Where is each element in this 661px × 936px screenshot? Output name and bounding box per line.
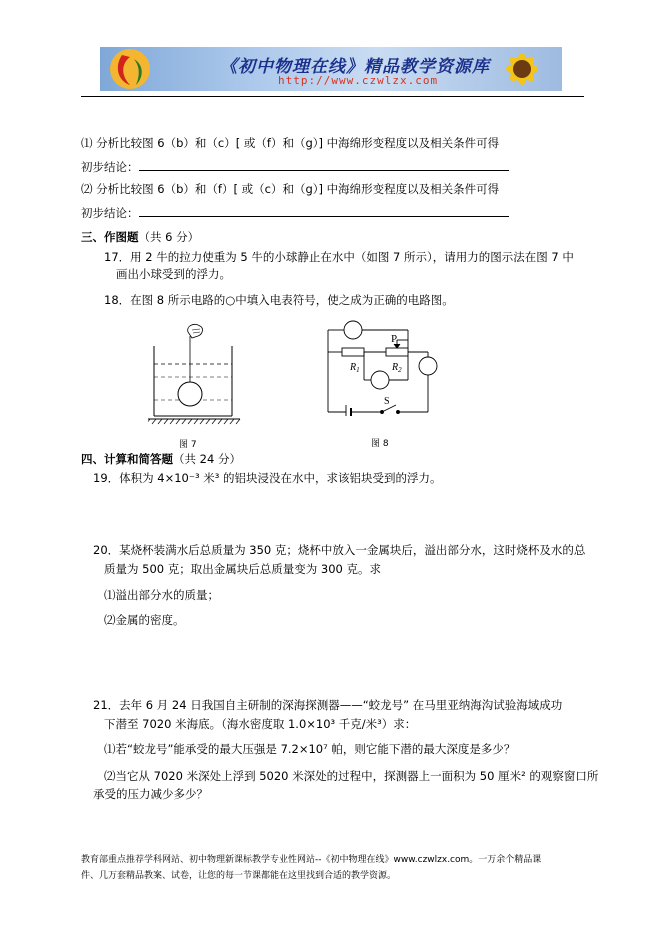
question-18-text: 18．在图 8 所示电路的○中填入电表符号，使之成为正确的电路图。 xyxy=(104,293,454,307)
conclusion-2-row xyxy=(81,205,509,221)
question-2-text: ⑵ 分析比较图 6（b）和（f）[ 或（c）和（g）] 中海绵形变程度以及相关条件可得 xyxy=(81,182,500,196)
question-20-sub-2: ⑵金属的密度。 xyxy=(104,613,185,627)
section-3-heading: 三、作图题（共 6 分） xyxy=(81,230,200,244)
figure-7-caption: 图 7 xyxy=(179,440,197,450)
slider-label: P xyxy=(391,333,398,345)
question-17-line-2: 画出小球受到的浮力。 xyxy=(116,267,231,281)
logo-icon xyxy=(100,47,170,91)
switch-label: S xyxy=(384,396,390,407)
resistor-2-label: $R_2$ xyxy=(392,362,402,374)
site-url[interactable]: http://www.czwlzx.com xyxy=(278,74,439,87)
figure-8-caption: 图 8 xyxy=(371,439,389,449)
conclusion-2-blank[interactable] xyxy=(139,206,509,217)
header-rule xyxy=(81,96,584,97)
site-title: 《初中物理在线》精品教学资源库 xyxy=(220,57,490,77)
conclusion-2-label: 初步结论： xyxy=(81,206,139,220)
figure-7-diagram xyxy=(148,318,243,428)
question-1-text: ⑴ 分析比较图 6（b）和（c）[ 或（f）和（g）] 中海绵形变程度以及相关条件可得 xyxy=(81,136,500,150)
header-banner[interactable] xyxy=(100,47,562,91)
question-20-sub-1: ⑴溢出部分水的质量； xyxy=(104,588,219,602)
footer-line-2: 件、几万套精品教案、试卷，让您的每一节课都能在这里找到合适的教学资源。 xyxy=(81,871,397,881)
conclusion-1-row xyxy=(81,159,509,175)
figure-8-circuit xyxy=(320,316,445,416)
footer xyxy=(81,852,591,884)
question-21-sub-1: ⑴若“蛟龙号”能承受的最大压强是 7.2×10⁷ 帕，则它能下潜的最大深度是多少？ xyxy=(104,742,516,756)
question-20-line-1: 20．某烧杯装满水后总质量为 350 克；烧杯中放入一金属块后，溢出部分水，这时烧杯及水的总 xyxy=(93,543,586,557)
question-21-sub-2-line-2: 承受的压力减少多少？ xyxy=(93,787,208,801)
section-4-heading: 四、计算和简答题（共 24 分） xyxy=(81,452,241,466)
conclusion-1-label: 初步结论： xyxy=(81,160,139,174)
conclusion-1-blank[interactable] xyxy=(139,160,509,171)
question-19-text: 19．体积为 4×10⁻³ 米³ 的铝块浸没在水中，求该铝块受到的浮力。 xyxy=(93,471,442,485)
question-21-sub-2-line-1: ⑵当它从 7020 米深处上浮到 5020 米深处的过程中，探测器上一面积为 50 厘米² 的观察窗口所 xyxy=(104,769,599,783)
question-20-line-2: 质量为 500 克；取出金属块后总质量变为 300 克。求 xyxy=(104,562,382,576)
resistor-1-label: $R_1$ xyxy=(350,362,360,374)
question-21-line-1: 21．去年 6 月 24 日我国自主研制的深海探测器——“蛟龙号” 在马里亚纳海沟试验海域成功 xyxy=(93,698,563,712)
footer-line-1[interactable]: 教育部重点推荐学科网站、初中物理新课标教学专业性网站--《初中物理在线》www.czwlzx.com。一万余个精品课 xyxy=(81,855,542,865)
question-17-line-1: 17．用 2 牛的拉力使重为 5 牛的小球静止在水中（如图 7 所示），请用力的图示法在图 7 中 xyxy=(104,250,574,264)
question-21-line-2: 下潜至 7020 米海底。（海水密度取 1.0×10³ 千克/米³）求： xyxy=(104,717,417,731)
sunflower-icon xyxy=(482,47,562,91)
